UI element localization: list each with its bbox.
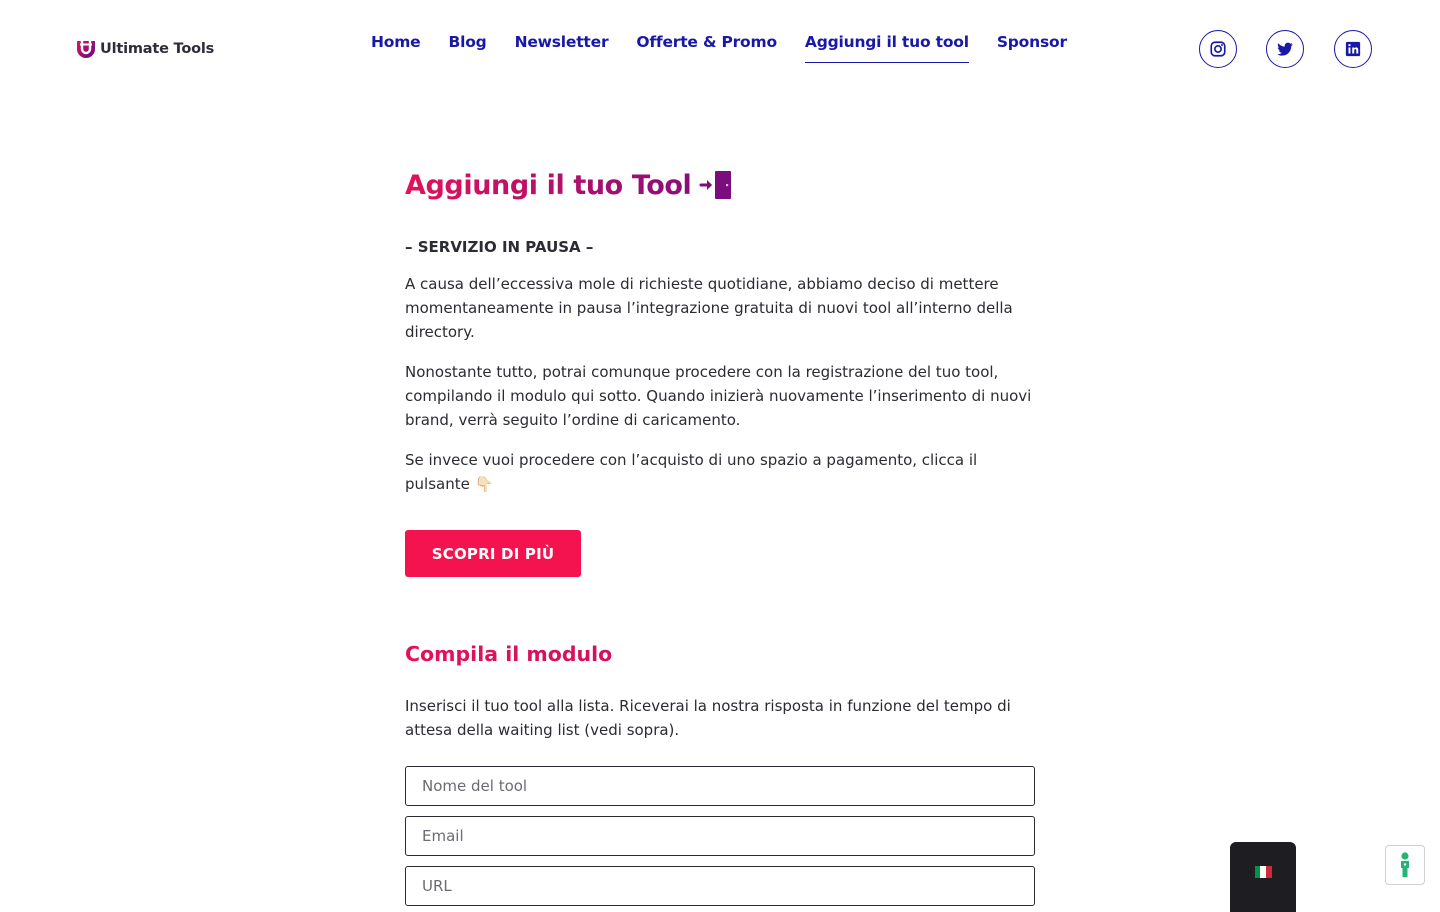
instagram-button[interactable] — [1199, 30, 1237, 68]
nav-home[interactable]: Home — [371, 33, 421, 51]
form-section — [405, 642, 1045, 906]
form-intro: Inserisci il tuo tool alla lista. Riceverai la nostra risposta in funzione del tempo di attesa della waiting list (vedi sopra). — [405, 697, 1011, 739]
linkedin-button[interactable] — [1334, 30, 1372, 68]
main-nav — [371, 33, 1067, 63]
nav-newsletter[interactable]: Newsletter — [514, 33, 609, 51]
door-arrow-icon — [699, 170, 733, 200]
instagram-icon — [1209, 40, 1227, 58]
url-input[interactable] — [405, 866, 1035, 906]
it-flag-icon — [1255, 866, 1272, 878]
logo-text: Ultimate Tools — [100, 41, 215, 57]
logo[interactable] — [76, 38, 214, 60]
tool-name-input[interactable] — [405, 766, 1035, 806]
accessibility-icon — [1397, 852, 1413, 878]
main-content — [405, 166, 1045, 577]
page-title-text: Aggiungi il tuo Tool — [405, 169, 692, 201]
form-title: Compila il modulo — [405, 642, 1045, 672]
paragraph-3 — [405, 448, 1045, 496]
paragraph-3-text: Se invece vuoi procedere con l’acquisto di uno spazio a pagamento, clicca il pulsante — [405, 451, 978, 493]
twitter-button[interactable] — [1266, 30, 1304, 68]
paragraph-2: Nonostante tutto, potrai comunque procedere con la registrazione del tuo tool, compilando il modulo qui sotto. Quando inizierà nuovamente l’inserimento di nuovi brand, verrà seguito l’ordine di caricamento. — [405, 363, 1032, 429]
twitter-icon — [1276, 40, 1294, 58]
email-input[interactable] — [405, 816, 1035, 856]
scopri-di-piu-button[interactable]: SCOPRI DI PIÙ — [405, 530, 581, 577]
linkedin-icon — [1344, 40, 1362, 58]
paused-notice: – SERVIZIO IN PAUSA – — [405, 238, 594, 256]
paragraph-1: A causa dell’eccessiva mole di richieste quotidiane, abbiamo deciso di mettere momentaneamente in pausa l’integrazione gratuita di nuovi tool all’interno della directory. — [405, 275, 1013, 341]
page-title — [405, 166, 1045, 204]
accessibility-button[interactable] — [1385, 845, 1425, 885]
ultimate-tools-logo-icon — [76, 38, 96, 60]
nav-sponsor[interactable]: Sponsor — [996, 33, 1067, 51]
nav-blog[interactable]: Blog — [448, 33, 487, 51]
pointing-down-icon: 👇🏻 — [474, 475, 494, 493]
nav-aggiungi-tool[interactable]: Aggiungi il tuo tool — [805, 33, 969, 63]
nav-offerte-promo[interactable]: Offerte & Promo — [636, 33, 777, 51]
site-header — [0, 0, 1440, 100]
language-switcher[interactable] — [1230, 842, 1296, 912]
